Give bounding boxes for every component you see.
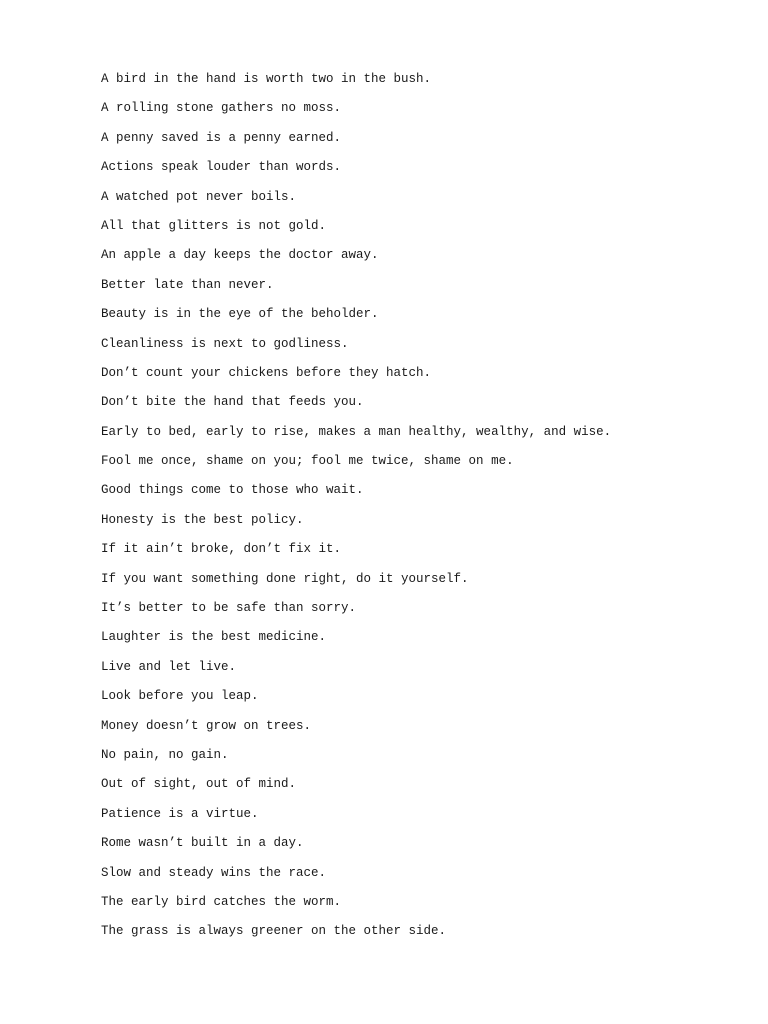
proverb-line: Good things come to those who wait. xyxy=(101,483,364,498)
proverb-line: Money doesn’t grow on trees. xyxy=(101,718,312,733)
proverb-line: If it ain’t broke, don’t fix it. xyxy=(101,542,342,557)
proverb-line: No pain, no gain. xyxy=(101,747,229,762)
proverb-line: Rome wasn’t built in a day. xyxy=(101,836,304,851)
proverb-line: All that glitters is not gold. xyxy=(101,218,327,233)
proverb-line: A bird in the hand is worth two in the bush. xyxy=(101,72,432,86)
proverb-line: Out of sight, out of mind. xyxy=(101,777,297,792)
proverb-line: Honesty is the best policy. xyxy=(101,512,304,527)
proverb-line: Laughter is the best medicine. xyxy=(101,630,327,645)
proverb-line: Patience is a virtue. xyxy=(101,806,259,821)
proverb-line: A watched pot never boils. xyxy=(101,189,297,204)
proverb-line: A penny saved is a penny earned. xyxy=(101,130,342,145)
proverb-line: The grass is always greener on the other side. xyxy=(101,924,447,939)
proverb-line: Better late than never. xyxy=(101,277,274,292)
proverb-line: Live and let live. xyxy=(101,659,237,674)
proverb-line: Look before you leap. xyxy=(101,689,259,704)
proverb-line: An apple a day keeps the doctor away. xyxy=(101,248,379,263)
proverb-line: Fool me once, shame on you; fool me twice, shame on me. xyxy=(101,454,514,469)
proverb-line: Don’t bite the hand that feeds you. xyxy=(101,395,364,410)
proverb-list xyxy=(101,70,611,952)
proverb-line: It’s better to be safe than sorry. xyxy=(101,601,357,616)
proverb-line: The early bird catches the worm. xyxy=(101,894,342,909)
proverb-line: A rolling stone gathers no moss. xyxy=(101,101,342,116)
proverb-line: If you want something done right, do it yourself. xyxy=(101,571,469,586)
proverb-line: Beauty is in the eye of the beholder. xyxy=(101,307,379,322)
proverb-line: Early to bed, early to rise, makes a man healthy, wealthy, and wise. xyxy=(101,424,612,439)
proverb-line: Actions speak louder than words. xyxy=(101,160,342,175)
proverb-line: Cleanliness is next to godliness. xyxy=(101,336,349,351)
proverb-line: Don’t count your chickens before they hatch. xyxy=(101,365,432,380)
proverb-line: Slow and steady wins the race. xyxy=(101,865,327,880)
